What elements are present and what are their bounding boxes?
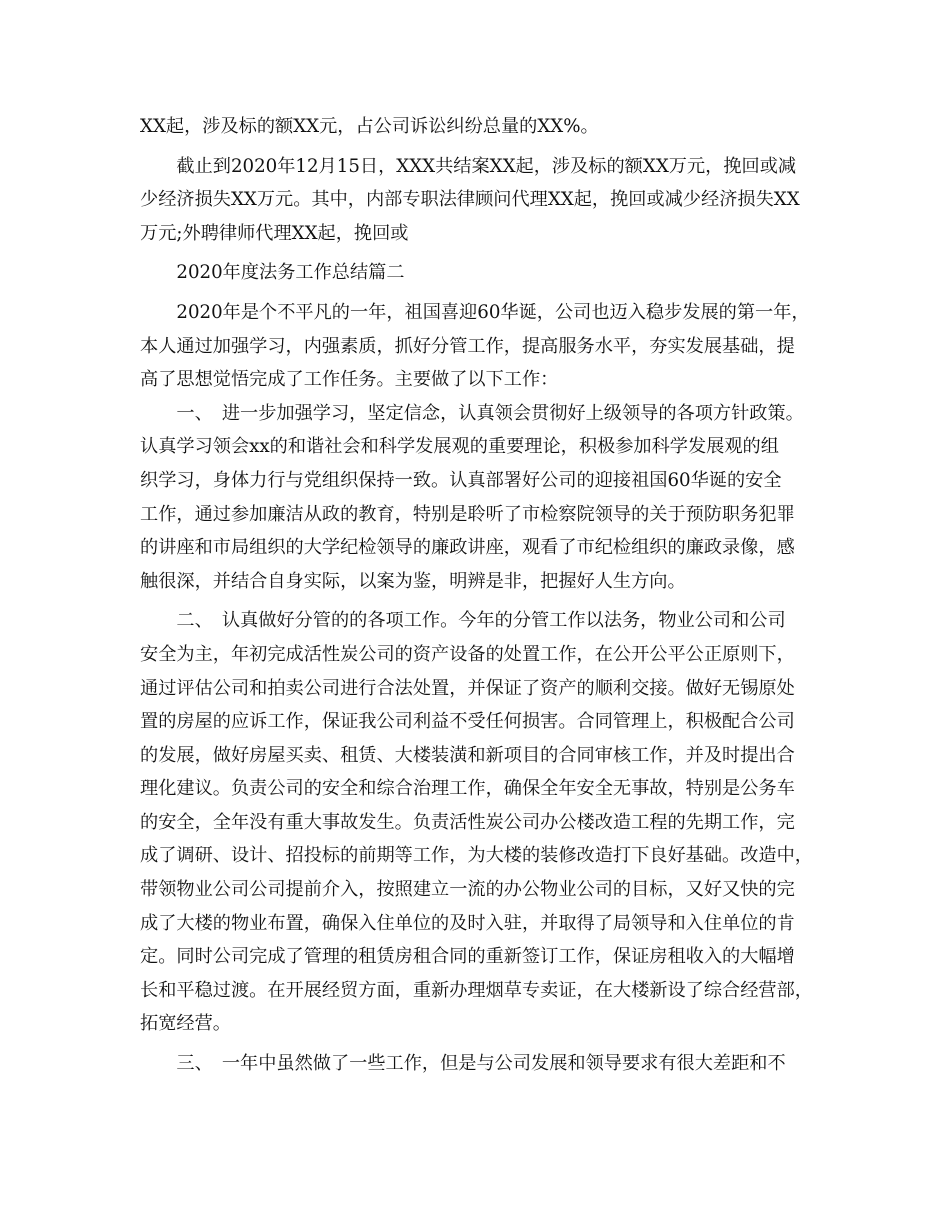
text-line: 成了大楼的物业布置，确保入住单位的及时入驻，并取得了局领导和入住单位的肯 — [140, 912, 795, 934]
text-line: 拓宽经营。 — [140, 1013, 231, 1035]
text-line: 高了思想觉悟完成了工作任务。主要做了以下工作： — [140, 369, 559, 391]
text-line: 的讲座和市局组织的大学纪检领导的廉政讲座，观看了市纪检组织的廉政录像，感 — [140, 537, 795, 559]
text-line: 二、 认真做好分管的的各项工作。今年的分管工作以法务，物业公司和公司 — [140, 610, 786, 632]
text-line: 认真学习领会xx的和谐社会和科学发展观的重要理论，积极参加科学发展观的组 — [140, 436, 779, 458]
text-line: 理化建议。负责公司的安全和综合治理工作，确保全年安全无事故，特别是公务车 — [140, 778, 795, 800]
text-line: 带领物业公司公司提前介入，按照建立一流的办公物业公司的目标，又好又快的完 — [140, 879, 795, 901]
text-line: 工作，通过参加廉洁从政的教育，特别是聆听了市检察院领导的关于预防职务犯罪 — [140, 503, 795, 525]
text-line: 长和平稳过渡。在开展经贸方面，重新办理烟草专卖证，在大楼新设了综合经营部， — [140, 979, 813, 1001]
text-line: 定。同时公司完成了管理的租赁房租合同的重新签订工作，保证房租收入的大幅增 — [140, 946, 795, 968]
text-line: 触很深，并结合自身实际，以案为鉴，明辨是非，把握好人生方向。 — [140, 570, 686, 592]
text-line: 通过评估公司和拍卖公司进行合法处置，并保证了资产的顺利交接。做好无锡原处 — [140, 677, 795, 699]
text-line: 的安全，全年没有重大事故发生。负责活性炭公司办公楼改造工程的先期工作，完 — [140, 811, 795, 833]
text-line: XX起，涉及标的额XX元，占公司诉讼纠纷总量的XX%。 — [140, 116, 599, 137]
text-line: 安全为主，年初完成活性炭公司的资产设备的处置工作，在公开公平公正原则下， — [140, 643, 795, 665]
text-line: 成了调研、设计、招投标的前期等工作，为大楼的装修改造打下良好基础。改造中， — [140, 845, 813, 867]
text-line: 万元;外聘律师代理XX起，挽回或 — [140, 222, 409, 244]
text-line: 本人通过加强学习，内强素质，抓好分管工作，提高服务水平，夯实发展基础，提 — [140, 335, 795, 357]
section-heading: 2020年度法务工作总结篇二 — [140, 262, 405, 284]
text-line: 少经济损失XX万元。其中，内部专职法律顾问代理XX起，挽回或减少经济损失XX — [140, 189, 800, 211]
text-line: 一、 进一步加强学习，坚定信念，认真领会贯彻好上级领导的各项方针政策。 — [140, 402, 804, 424]
text-line: 置的房屋的应诉工作，保证我公司利益不受任何损害。合同管理上，积极配合公司 — [140, 711, 795, 733]
text-line: 的发展，做好房屋买卖、租赁、大楼装潢和新项目的合同审核工作，并及时提出合 — [140, 744, 795, 766]
document-page — [140, 110, 830, 1081]
text-line: 三、 一年中虽然做了一些工作，但是与公司发展和领导要求有很大差距和不 — [140, 1053, 786, 1075]
text-line: 截止到2020年12月15日，XXX共结案XX起，涉及标的额XX万元，挽回或减 — [140, 155, 797, 177]
text-line: 织学习，身体力行与党组织保持一致。认真部署好公司的迎接祖国60华诞的安全 — [140, 469, 782, 491]
text-line: 2020年是个不平凡的一年，祖国喜迎60华诞，公司也迈入稳步发展的第一年， — [140, 301, 810, 323]
